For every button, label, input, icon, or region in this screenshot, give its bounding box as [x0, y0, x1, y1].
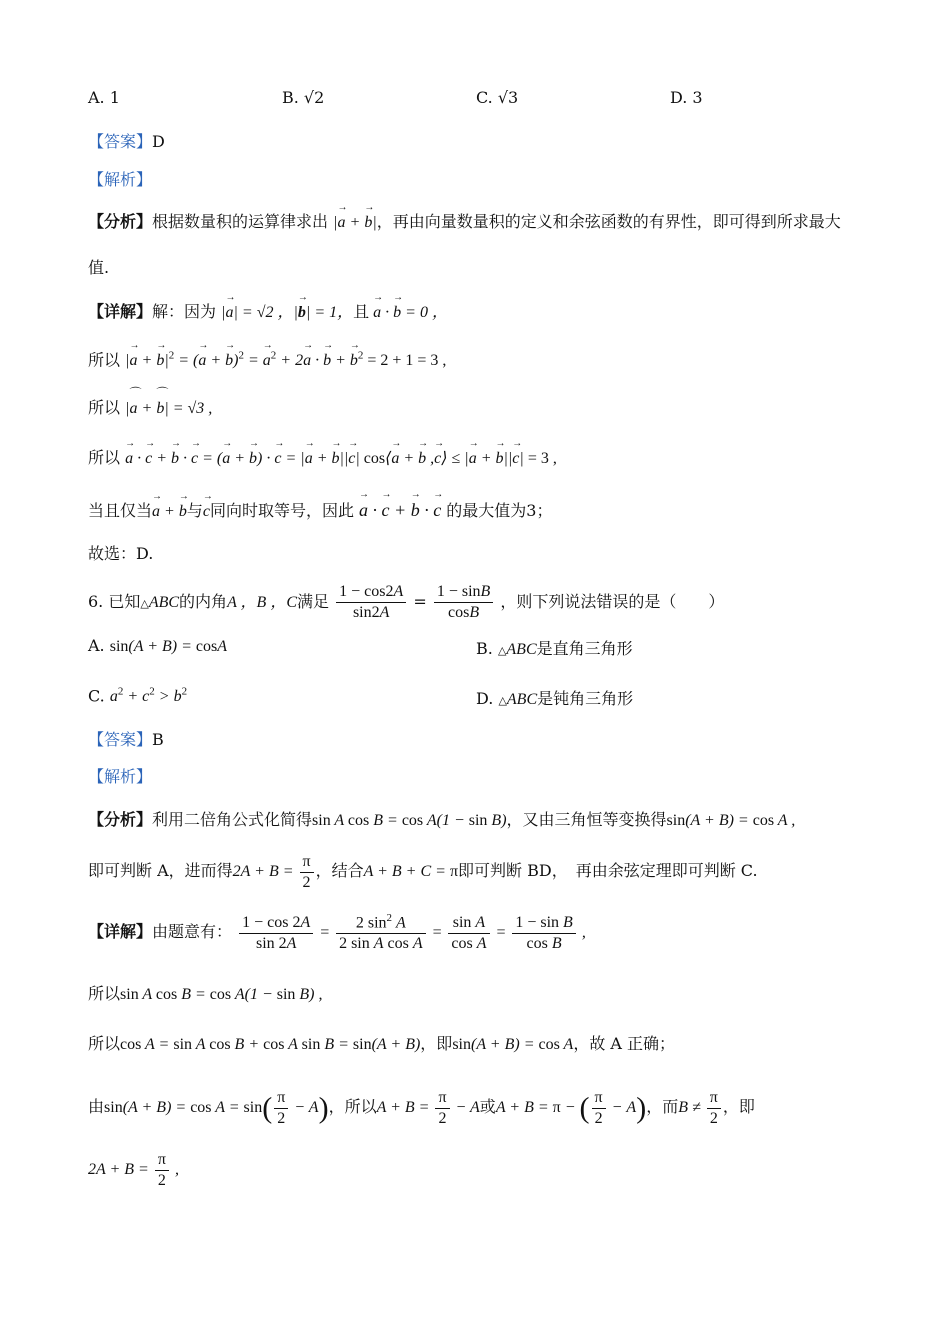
q6-option-b: B. △ABC是直角三角形 [476, 639, 633, 658]
step-text: 当且仅当 [88, 501, 153, 520]
formula-vec-c: → c [203, 503, 210, 520]
step-text: 或 [479, 1097, 496, 1117]
fenxi-text: 即可判断 A，进而得 [88, 861, 233, 881]
q5-answer [88, 132, 165, 151]
answer-tag: 【答案】 [88, 132, 153, 151]
formula-norm: |⌒ a + ⌒ b| = √3 , [125, 400, 212, 417]
formula-expand: cos A = sin A cos B + cos A sin B = sin(A + B) [120, 1036, 421, 1053]
q6-option-c: C. $a^2 + c^2 > b^2$ [88, 686, 188, 706]
formula-identity: sin(A + B) = cos A , [666, 812, 796, 829]
fenxi-text: 利用二倍角公式化简得 [152, 810, 313, 829]
formula-result: 2A + B = $\frac{\pi}{2}$ , [88, 1151, 179, 1189]
formula-case2: A + B = π − ( $\frac{\pi}{2}$ − A) [495, 1089, 647, 1127]
formula-bound: → a · → c + → b · → c = (→ a + → b) · → c = |→ a + → b||→ c| cos⟨→ a + → b ,→ c⟩ ≤ |→ a + → b||→ c| = 3 , [125, 450, 557, 467]
q6-detail [88, 912, 586, 954]
q6-step1 [88, 984, 323, 1004]
q5-fenxi [88, 212, 841, 232]
q5-option-d: D. 3 [670, 88, 703, 107]
formula-cofunction: sin(A + B) = cos A = sin( $\frac{\pi}{2}$ − A) [104, 1089, 329, 1127]
formula-simplified-2: sin A cos B = cos A(1 − sin B) , [120, 986, 323, 1003]
detail-tag: 【详解】 [88, 921, 153, 941]
step-text: ，所以 [328, 1097, 377, 1117]
q6-step4 [88, 1150, 179, 1191]
q6-step3 [88, 1088, 755, 1129]
formula-given: |→ a| = √2 ，|→ b| = 1，且 → a · → b = 0 ， [221, 304, 448, 321]
q5-conclusion: 故选：D. [88, 544, 154, 563]
q6-fenxi [88, 810, 795, 830]
stem-text: 满足 [297, 592, 330, 611]
formula-case1: A + B = $\frac{\pi}{2}$ − A [376, 1089, 480, 1127]
fenxi-text: 根据数量积的运算律求出 [152, 212, 329, 231]
q6-analysis-tag: 【解析】 [88, 767, 153, 786]
formula-square: |→ a + → $b|^2$ = (→ a + → b)$^2$ = → $a^2 + 2\to a$ · → b + → $b^2 = 2 + 1 = 3$ , [125, 352, 446, 369]
q5-analysis-tag: 【解析】 [88, 170, 153, 189]
formula-target: → a · → c + → b · → c [359, 500, 441, 520]
step-prefix: 由 [88, 1097, 105, 1117]
formula-abs-a-plus-b: |→ a + → b| [333, 214, 377, 231]
q5-option-c: C. √3 [476, 88, 519, 107]
q6-fenxi-cont [88, 852, 758, 893]
formula-condition-rhs: $\frac{1 - \sin B}{\cos B}$ [434, 582, 493, 623]
q5-option-b: B. √2 [282, 88, 325, 107]
step-prefix: 所以 [88, 448, 121, 467]
q6-stem: 6. 已知△ABC的内角A ，B ，C满足 $\frac{1 - \cos 2A}{\sin 2A}$ = $\frac{1 - \sin B}{\cos B}$ ，则下列说法错误的是（ ） [88, 583, 725, 621]
q5-step2 [88, 398, 212, 418]
stem-text: ，则下列说法错误的是（ ） [500, 592, 725, 611]
step-text: ，即 [722, 1097, 755, 1117]
fenxi-tag: 【分析】 [88, 810, 153, 829]
formula-angle-sum: A + B + C = π [363, 863, 459, 881]
answer-value: D [152, 132, 165, 151]
fenxi-tag: 【分析】 [88, 212, 153, 231]
q6-answer [88, 730, 164, 749]
q5-step3 [88, 448, 557, 468]
step-prefix: 所以 [88, 1034, 121, 1053]
step-text: 与 [186, 501, 203, 520]
detail-tag: 【详解】 [88, 302, 153, 321]
formula-identity-2: sin(A + B) = cos A [452, 1036, 574, 1053]
answer-tag: 【答案】 [88, 730, 153, 749]
fenxi-text: 即可判断 BD， 再由余弦定理即可判断 C. [458, 861, 758, 881]
detail-text: 由题意有： [152, 921, 233, 941]
step-text: ，即 [420, 1034, 453, 1053]
step-text: 同向时取等号，因此 [209, 501, 354, 520]
stem-text: 6. 已知 [88, 592, 141, 611]
q5-step1 [88, 350, 446, 371]
step-prefix: 所以 [88, 350, 121, 370]
q6-option-d: D. △ABC是钝角三角形 [476, 689, 634, 708]
fenxi-text: ，又由三角恒等变换得 [506, 810, 667, 829]
stem-text: 的内角 [179, 592, 228, 611]
formula-2a-plus-b: 2A + B = $\frac{\pi}{2}$ [233, 863, 316, 880]
step-prefix: 所以 [88, 398, 121, 417]
formula-sum-vec: → a + → b [152, 503, 187, 520]
fenxi-text: ，结合 [315, 861, 364, 881]
formula-triangle: △ABC [140, 594, 180, 611]
q6-step2 [88, 1034, 675, 1054]
step-prefix: 所以 [88, 984, 121, 1003]
detail-text: 解：因为 [152, 302, 217, 321]
step-text: ，故 A 正确； [573, 1034, 676, 1053]
formula-simplified: sin A cos B = cos A(1 − sin B) [312, 812, 507, 829]
step-text: 的最大值为3； [446, 501, 553, 520]
answer-value: B [152, 730, 164, 749]
formula-condition-lhs: $\frac{1 - \cos 2A}{\sin 2A}$ [336, 582, 406, 623]
q5-step4 [88, 500, 552, 522]
q5-fenxi-cont: 值. [88, 258, 110, 277]
formula-chain: $\frac{1 - \cos 2A}{\sin 2A}$ = $\frac{2 \sin^2 A}{\text{2 sin A cos A}}$ = $\frac{\text{sin A}}{\text{cos A}}$ = $\frac{\text{1 − sin B}}{\text{cos B}}$ , [237, 924, 586, 941]
fenxi-text: ，再由向量数量积的定义和余弦函数的有界性，即可得到所求最大 [376, 212, 841, 231]
q5-option-a: A. 1 [88, 88, 120, 107]
step-text: ，而 [646, 1097, 679, 1117]
formula-angles: A ，B ，C [227, 594, 297, 611]
formula-b-neq: B ≠ $\frac{\pi}{2}$ [678, 1099, 723, 1116]
q5-detail [88, 302, 448, 322]
q6-option-a: A. sin(A + B) = cosA [88, 636, 228, 655]
